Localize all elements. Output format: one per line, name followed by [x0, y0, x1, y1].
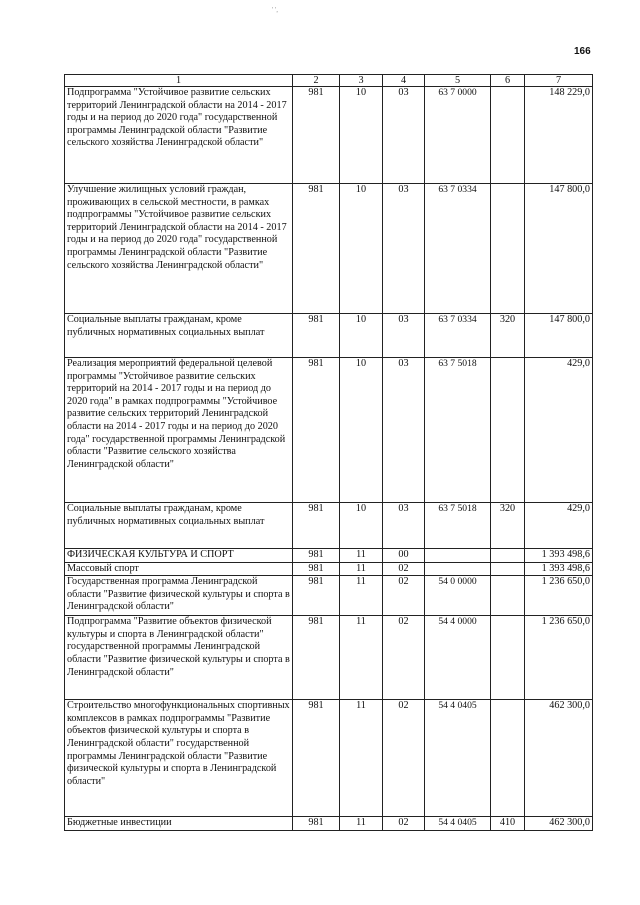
table-row: [65, 549, 593, 563]
expense-type-code: [491, 700, 525, 817]
section-code: 10: [340, 87, 383, 184]
target-article-code: 54 4 0000: [425, 616, 491, 700]
ministry-code: 981: [293, 562, 340, 576]
expense-type-code: 320: [491, 314, 525, 358]
section-code: 11: [340, 700, 383, 817]
column-header-5: 5: [425, 75, 491, 87]
expense-type-code: 410: [491, 817, 525, 831]
expense-type-code: [491, 616, 525, 700]
ministry-code: 981: [293, 616, 340, 700]
subsection-code: 02: [383, 616, 425, 700]
subsection-code: 03: [383, 314, 425, 358]
expense-type-code: [491, 576, 525, 616]
amount: 429,0: [525, 358, 593, 503]
ministry-code: 981: [293, 184, 340, 314]
expense-type-code: [491, 358, 525, 503]
target-article-code: 63 7 5018: [425, 358, 491, 503]
column-header-3: 3: [340, 75, 383, 87]
target-article-code: [425, 549, 491, 563]
row-name: ФИЗИЧЕСКАЯ КУЛЬТУРА И СПОРТ: [65, 549, 293, 563]
section-code: 11: [340, 616, 383, 700]
row-name: Массовый спорт: [65, 562, 293, 576]
amount: 429,0: [525, 503, 593, 549]
subsection-code: 02: [383, 562, 425, 576]
scan-mark: ' ',: [272, 6, 279, 14]
target-article-code: 54 0 0000: [425, 576, 491, 616]
amount: 462 300,0: [525, 817, 593, 831]
table-row: [65, 616, 593, 700]
ministry-code: 981: [293, 576, 340, 616]
table-row: [65, 358, 593, 503]
section-code: 10: [340, 358, 383, 503]
target-article-code: 63 7 0000: [425, 87, 491, 184]
ministry-code: 981: [293, 358, 340, 503]
ministry-code: 981: [293, 549, 340, 563]
column-header-1: 1: [65, 75, 293, 87]
amount: 1 236 650,0: [525, 576, 593, 616]
column-header-2: 2: [293, 75, 340, 87]
amount: 1 393 498,6: [525, 562, 593, 576]
expense-type-code: [491, 87, 525, 184]
section-code: 11: [340, 549, 383, 563]
row-name: Государственная программа Ленинградской области "Развитие физической культуры и спорта в Ленинградской области": [65, 576, 293, 616]
section-code: 10: [340, 314, 383, 358]
expense-type-code: [491, 562, 525, 576]
table-row: [65, 562, 593, 576]
table-row: [65, 700, 593, 817]
row-name: Бюджетные инвестиции: [65, 817, 293, 831]
amount: 147 800,0: [525, 184, 593, 314]
amount: 147 800,0: [525, 314, 593, 358]
expense-type-code: 320: [491, 503, 525, 549]
row-name: Улучшение жилищных условий граждан, проживающих в сельской местности, в рамках подпрограммы "Устойчивое развитие сельских территорий Ленинградской области на 2014 - 2017 годы и на период до 2020 года" государственной программы Ленинградской области "Развитие сельского хозяйства Ленинградской области": [65, 184, 293, 314]
subsection-code: 03: [383, 184, 425, 314]
ministry-code: 981: [293, 503, 340, 549]
row-name: Реализация мероприятий федеральной целевой программы "Устойчивое развитие сельских территорий на 2014 - 2017 годы и на период до 2020 года" в рамках подпрограммы "Устойчивое развитие сельских территорий Ленинградской области на 2014 - 2017 годы и на период до 2020 года" государственной программы Ленинградской области "Развитие сельского хозяйства Ленинградской области": [65, 358, 293, 503]
column-header-6: 6: [491, 75, 525, 87]
ministry-code: 981: [293, 700, 340, 817]
section-code: 11: [340, 576, 383, 616]
subsection-code: 02: [383, 700, 425, 817]
ministry-code: 981: [293, 87, 340, 184]
subsection-code: 00: [383, 549, 425, 563]
row-name: Подпрограмма "Развитие объектов физической культуры и спорта в Ленинградской области" государственной программы Ленинградской области "Развитие физической культуры и спорта в Ленинградской области": [65, 616, 293, 700]
section-code: 11: [340, 562, 383, 576]
subsection-code: 02: [383, 817, 425, 831]
column-header-7: 7: [525, 75, 593, 87]
header-row: [65, 75, 593, 87]
target-article-code: 63 7 5018: [425, 503, 491, 549]
table-row: [65, 314, 593, 358]
table-row: [65, 184, 593, 314]
table-row: [65, 87, 593, 184]
ministry-code: 981: [293, 817, 340, 831]
target-article-code: 54 4 0405: [425, 817, 491, 831]
row-name: Социальные выплаты гражданам, кроме публичных нормативных социальных выплат: [65, 503, 293, 549]
expense-type-code: [491, 549, 525, 563]
section-code: 10: [340, 184, 383, 314]
budget-table: [64, 74, 593, 831]
subsection-code: 03: [383, 503, 425, 549]
table-row: [65, 817, 593, 831]
row-name: Социальные выплаты гражданам, кроме публичных нормативных социальных выплат: [65, 314, 293, 358]
page-number: 166: [574, 46, 591, 57]
amount: 462 300,0: [525, 700, 593, 817]
subsection-code: 02: [383, 576, 425, 616]
section-code: 11: [340, 817, 383, 831]
amount: 148 229,0: [525, 87, 593, 184]
amount: 1 393 498,6: [525, 549, 593, 563]
target-article-code: 63 7 0334: [425, 314, 491, 358]
amount: 1 236 650,0: [525, 616, 593, 700]
row-name: Подпрограмма "Устойчивое развитие сельских территорий Ленинградской области на 2014 - 2017 годы и на период до 2020 года" государственной программы Ленинградской области "Развитие сельского хозяйства Ленинградской области": [65, 87, 293, 184]
ministry-code: 981: [293, 314, 340, 358]
target-article-code: 63 7 0334: [425, 184, 491, 314]
table-row: [65, 576, 593, 616]
target-article-code: 54 4 0405: [425, 700, 491, 817]
table-row: [65, 503, 593, 549]
target-article-code: [425, 562, 491, 576]
section-code: 10: [340, 503, 383, 549]
subsection-code: 03: [383, 87, 425, 184]
row-name: Строительство многофункциональных спортивных комплексов в рамках подпрограммы "Развитие объектов физической культуры и спорта в Ленинградской области" государственной программы Ленинградской области "Развитие физической культуры и спорта в Ленинградской области": [65, 700, 293, 817]
column-header-4: 4: [383, 75, 425, 87]
subsection-code: 03: [383, 358, 425, 503]
expense-type-code: [491, 184, 525, 314]
